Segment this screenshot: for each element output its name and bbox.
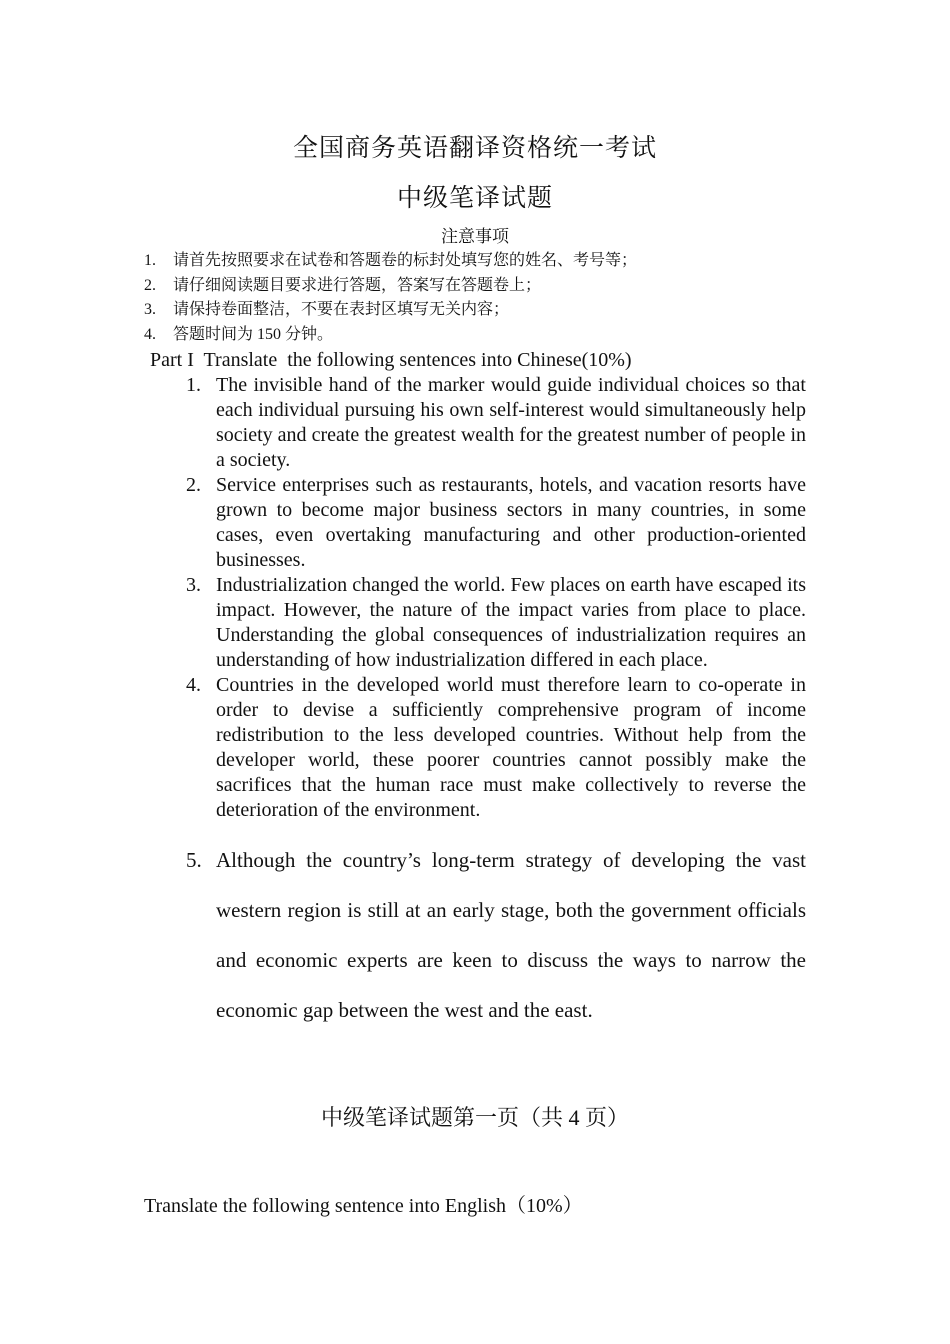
notice-text: 请仔细阅读题目要求进行答题，答案写在答题卷上； bbox=[173, 276, 542, 294]
notice-text: 请保持卷面整洁，不要在表封区填写无关内容； bbox=[173, 301, 510, 318]
notice-text: 答题时间为 150 分钟。 bbox=[173, 325, 334, 343]
page-footer: 中级笔译试题第一页（共 4 页） bbox=[320, 1105, 629, 1130]
part1-heading: Part I Translate the following sentences into Chinese(10%) bbox=[150, 349, 632, 371]
question-number: 5. bbox=[186, 848, 202, 872]
question-text: The invisible hand of the marker would guide individual choices so that each individual pursuing his own self-interest would simultaneously help society and create the greatest wealth for the greatest number of people in a society. bbox=[216, 374, 806, 471]
notice-number: 2. bbox=[144, 276, 156, 294]
notice-number: 4. bbox=[144, 325, 156, 343]
notice-list bbox=[144, 249, 844, 347]
notice-item bbox=[144, 298, 844, 323]
question-number: 2. bbox=[186, 474, 201, 496]
question-text: Although the country’s long-term strategy of developing the vast western region is still at an early stage, both the government officials and economic experts are keen to discuss the ways to narrow the economic gap between the west and the east. bbox=[216, 848, 806, 1022]
question-item bbox=[186, 473, 806, 573]
question-number: 3. bbox=[186, 574, 201, 596]
exam-subtitle: 中级笔译试题 bbox=[396, 185, 553, 212]
question-text: Service enterprises such as restaurants, hotels, and vacation resorts have grown to become major business sectors in many countries, in some cases, even overtaking manufacturing and other production-oriented businesses. bbox=[216, 474, 806, 571]
question-item bbox=[186, 373, 806, 473]
notice-number: 3. bbox=[144, 301, 156, 318]
notice-text: 请首先按照要求在试卷和答题卷的标封处填写您的姓名、考号等； bbox=[173, 252, 638, 269]
question-item bbox=[186, 573, 806, 673]
notice-heading: 注意事项 bbox=[441, 227, 509, 246]
notice-item bbox=[144, 274, 844, 299]
question-number: 1. bbox=[186, 374, 201, 396]
notice-number: 1. bbox=[144, 252, 156, 269]
notice-item bbox=[144, 323, 844, 348]
notice-item bbox=[144, 249, 844, 274]
question-list bbox=[186, 373, 806, 1035]
question-text: Countries in the developed world must therefore learn to co-operate in order to devise a sufficiently comprehensive program of income redistribution to the less developed countries. Without help from the developer world, these poorer countries cannot possibly make the sacrifices that the human race must make collectively to reverse the deterioration of the environment. bbox=[216, 674, 806, 821]
question-item bbox=[186, 673, 806, 823]
question-text: Industrialization changed the world. Few places on earth have escaped its impact. However, the nature of the impact varies from place to place. Understanding the global consequences of industrialization requires an understanding of how industrialization differed in each place. bbox=[216, 574, 806, 671]
question-number: 4. bbox=[186, 674, 201, 696]
exam-title: 全国商务英语翻译资格统一考试 bbox=[292, 135, 657, 162]
question-item bbox=[186, 835, 806, 1035]
part2-heading: Translate the following sentence into English（10%） bbox=[144, 1195, 583, 1217]
